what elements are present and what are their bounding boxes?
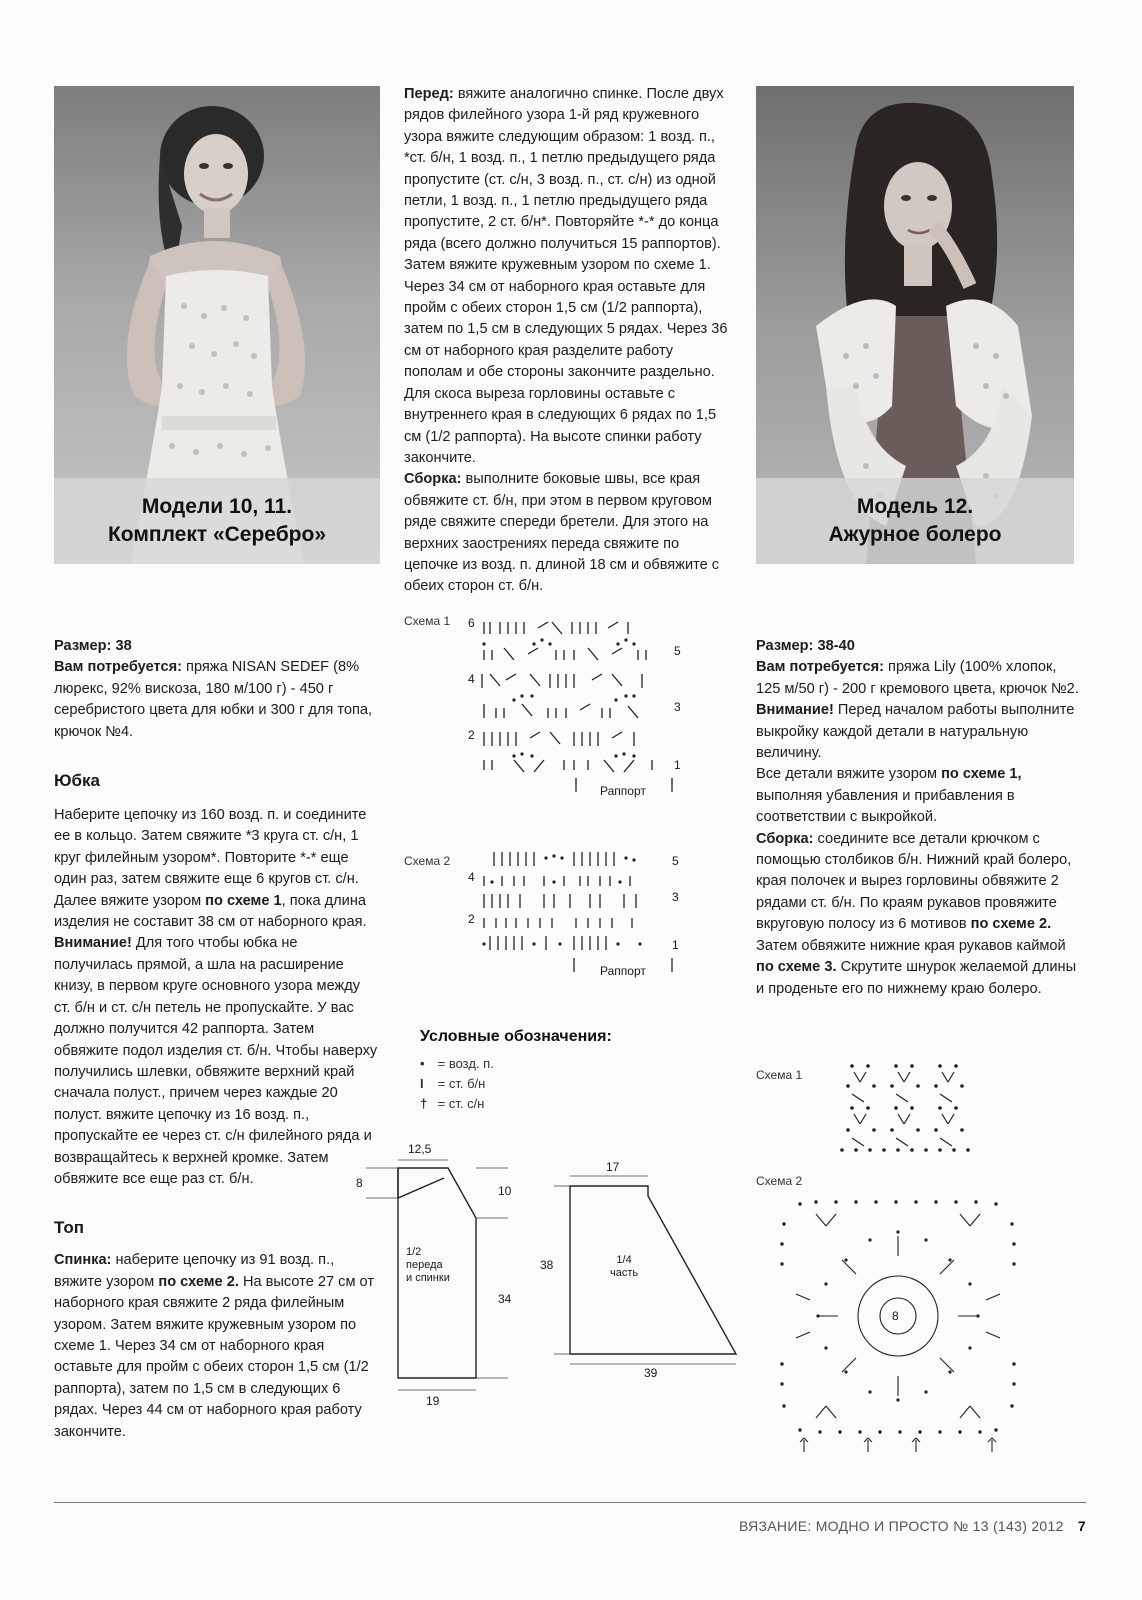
footer xyxy=(739,1518,1086,1534)
caption-right-line-1: Модель 12. xyxy=(856,495,974,518)
right-size-line xyxy=(756,636,1082,657)
size-value: 38 xyxy=(115,638,132,654)
pattern-skirt-quarter-shape xyxy=(540,1158,750,1394)
dot-icon: • xyxy=(420,1056,425,1071)
right-size-value: 38-40 xyxy=(817,638,855,654)
pattern-skirt-quarter xyxy=(540,1158,750,1394)
materials-paragraph xyxy=(54,657,380,743)
s1-rapport-label: Раппорт xyxy=(600,784,646,798)
s1-row-5: 5 xyxy=(674,644,681,658)
s1-row-1: 1 xyxy=(674,758,681,772)
s1-row-6: 6 xyxy=(468,616,475,630)
right-assembly xyxy=(756,829,1082,1000)
top-paragraph xyxy=(54,1250,380,1443)
s1-row-2: 2 xyxy=(468,728,475,742)
s1-row-3: 3 xyxy=(674,700,681,714)
p2-label-1: 1/4 xyxy=(616,1254,632,1266)
right-asm-t2: Затем обвяжите нижние края рукавов каймой xyxy=(756,937,1066,954)
skirt-text-2: , пока длина изделия не составит 38 см от наборного края. xyxy=(54,892,367,931)
right-asm-bold: Сборка: xyxy=(756,830,814,847)
caption-bar-right xyxy=(756,478,1074,564)
right-asm-b3: по схеме 3. xyxy=(756,959,837,976)
p1-label xyxy=(406,1246,466,1285)
right-schema-1-symbols xyxy=(756,1058,1076,1168)
top-title: Топ xyxy=(54,1218,84,1238)
p2-top-dim: 17 xyxy=(606,1160,620,1174)
legend-dc-text: = ст. с/н xyxy=(437,1096,485,1111)
right-attention xyxy=(756,700,1082,764)
right-schema-1-label: Схема 1 xyxy=(756,1068,803,1082)
right-asm-t3: Скрутите шнурок желаемой длины и проденьте его по нижнему краю болеро. xyxy=(756,959,1077,997)
p1-bottom-dim: 19 xyxy=(426,1394,440,1408)
footer-divider xyxy=(54,1502,1086,1503)
bar-icon: I xyxy=(420,1076,424,1091)
s2-row-5: 5 xyxy=(672,854,679,868)
p2-label-2: часть xyxy=(610,1267,639,1279)
cross-icon: † xyxy=(420,1096,428,1111)
s1-row-4: 4 xyxy=(468,672,475,686)
s2-row-2: 2 xyxy=(468,912,475,926)
front-text: вяжите аналогично спинке. После двух рядов филейного узора 1-й ряд кружевного узора вяжите следующим образом: 1 возд. п., *ст. б/н, 1 возд. п., 1 петлю предыдущего ряда пропустите (ст. с/н, 3 возд. п., ст. с/н) из одной петли, 1 возд. п., 1 петлю предыдущего ряда пропустите, 2 ст. б/н*. Повторяйте *-* до конца ряда (всего должно получиться 15 раппортов). Затем вяжите кружевным узором по схеме 1. Через 34 см от наборного края оставьте для пройм с обеих сторон 1,5 см (1/2 раппорта), затем по 1,5 см в следующих 5 рядах. Через 36 см от наборного края разделите работу пополам и обе стороны закончите раздельно. Для скоса выреза горловины оставьте с внутреннего края в следующих 6 рядах по 1,5 см (1/2 раппорта). На высоте спинки работу закончите. xyxy=(404,86,728,466)
s2-row-1: 1 xyxy=(672,938,679,952)
skirt-bold-1: по схеме 1 xyxy=(205,892,282,909)
legend-item-sc xyxy=(420,1074,720,1094)
legend xyxy=(420,1028,720,1114)
right-p2b: по схеме 1, xyxy=(941,766,1022,783)
right-p2a: Все детали вяжите узором xyxy=(756,766,938,783)
right-attention-bold: Внимание! xyxy=(756,702,834,719)
schema-1-chart xyxy=(404,610,724,810)
legend-chain-text: = возд. п. xyxy=(437,1056,494,1071)
right-column xyxy=(756,86,1082,1000)
skirt-text-1: Наберите цепочку из 160 возд. п. и соедините ее в кольцо. Затем свяжите *3 круга ст. с/н, 1 круг филейным узором*. Повторите *-* еще один раз, затем свяжите еще 6 кругов ст. с/н. Далее вяжите узором xyxy=(54,807,367,909)
p1-top-dim: 12,5 xyxy=(408,1142,432,1156)
skirt-text-3: Для того чтобы юбка не получилась прямой, а шла на расширение книзу, в первом круге основного узора между ст. б/н и ст. с/н петель не пропускайте. У вас должно получится 42 раппорта. Затем обвяжите подол изделия ст. б/н. Чтобы наверху получились шлевки, обвяжите верхний край сначала полуст., причем через каждые 20 полуст. вяжите цепочку из 16 возд. п., пропускайте ее через ст. с/н филейного ряда и возвращайтесь к верхней кромке. Затем обвяжите все еще раз ст. б/н. xyxy=(54,935,378,1187)
assembly-paragraph xyxy=(404,469,730,597)
schema-2-symbols xyxy=(404,846,724,996)
right-materials xyxy=(756,657,1082,700)
right-size-label: Размер: xyxy=(756,638,814,654)
s2-row-3: 3 xyxy=(672,890,679,904)
p1-right-top-dim: 10 xyxy=(498,1184,512,1198)
schema-1-label: Схема 1 xyxy=(404,614,451,628)
caption-line-2: Комплект «Серебро» xyxy=(107,523,327,546)
skirt-paragraph xyxy=(54,805,380,1190)
p1-right-dim: 34 xyxy=(498,1292,512,1306)
right-materials-label: Вам потребуется: xyxy=(756,659,884,676)
front-bold: Перед: xyxy=(404,86,454,102)
p2-left-dim: 38 xyxy=(540,1258,554,1272)
right-schema-1 xyxy=(756,1058,1076,1168)
right-materials-text: пряжа Lily (100% хлопок, 125 м/50 г) - 200 г кремового цвета, крючок №2. xyxy=(756,659,1079,697)
p2-label xyxy=(610,1254,638,1280)
p1-label-1: 1/2 xyxy=(406,1246,422,1258)
materials-text: пряжа NISAN SEDEF (8% люрекс, 92% вискоза, 180 м/100 г) - 450 г серебристого цвета для юбки и 300 г для топа, крючок №4. xyxy=(54,659,373,740)
motif-center-label: 8 xyxy=(892,1309,899,1323)
right-asm-b2: по схеме 2. xyxy=(970,916,1052,933)
top-text-1: наберите цепочку из 91 возд. п., вяжите узором xyxy=(54,1252,335,1290)
skirt-bold-2: Внимание! xyxy=(54,935,132,952)
schema-2-label: Схема 2 xyxy=(404,854,451,868)
top-text-2: На высоте 27 см от наборного края свяжите 2 ряда филейным узором. Затем вяжите кружевным узором по схеме 1. Через 34 см от наборного края оставьте для пройм с обеих сторон 1,5 см (1/2 раппорта), затем по 1,5 см в следующих 6 рядах. Через 44 см от наборного края работу закончите. xyxy=(54,1273,375,1440)
right-asm-t1: соедините все детали крючком с помощью столбиков б/н. Нижний край болеро, края полочек и вырез горловины обвяжите 2 рядами ст. б/н. По краям рукавов провяжите вкруговую полосу из 6 мотивов xyxy=(756,830,1072,933)
p2-bottom-dim: 39 xyxy=(644,1366,658,1380)
legend-title: Условные обозначения: xyxy=(420,1028,612,1045)
right-schema-2-symbols xyxy=(756,1174,1076,1460)
materials-label: Вам потребуется: xyxy=(54,659,182,676)
s2-row-4: 4 xyxy=(468,870,475,884)
page-number: 7 xyxy=(1077,1518,1086,1534)
front-paragraph xyxy=(404,84,730,469)
top-bold-2: по схеме 2. xyxy=(158,1273,239,1290)
schema-2-chart xyxy=(404,846,724,996)
legend-item-chain xyxy=(420,1054,720,1074)
top-bold-1: Спинка: xyxy=(54,1252,112,1269)
p1-label-3: и спинки xyxy=(406,1272,450,1284)
assembly-bold: Сборка: xyxy=(404,471,462,488)
size-label: Размер: xyxy=(54,638,112,654)
p1-left-dim: 8 xyxy=(356,1176,363,1190)
photo-model-12 xyxy=(756,86,1074,564)
pattern-front-back xyxy=(356,1138,526,1408)
right-p2c: выполняя убавления и прибавления в соответствии с выкройкой. xyxy=(756,787,1015,826)
middle-column xyxy=(404,84,730,598)
assembly-text: выполните боковые швы, все края обвяжите ст. б/н, при этом в первом круговом ряде свяжите спереди бретели. Для этого на верхних заострениях переда свяжите по цепочке из возд. п. длиной 18 см и обвяжите с обеих сторон ст. б/н. xyxy=(404,471,720,595)
s2-rapport-label: Раппорт xyxy=(600,964,646,978)
left-column xyxy=(54,86,380,1443)
skirt-title: Юбка xyxy=(54,771,100,791)
right-pattern-paragraph xyxy=(756,764,1082,828)
caption-bar xyxy=(54,478,380,564)
photo-model-10-11 xyxy=(54,86,380,564)
magazine-title: ВЯЗАНИЕ: МОДНО И ПРОСТО № 13 (143) 2012 xyxy=(738,1518,1064,1534)
right-schema-2-label: Схема 2 xyxy=(756,1174,803,1188)
caption-line-1: Модели 10, 11. xyxy=(141,495,293,518)
legend-item-dc xyxy=(420,1094,720,1114)
right-schema-2-motif xyxy=(756,1174,1076,1460)
p1-label-2: переда xyxy=(406,1259,443,1271)
size-line xyxy=(54,636,380,657)
caption-right-line-2: Ажурное болеро xyxy=(828,523,1002,546)
legend-sc-text: = ст. б/н xyxy=(437,1076,486,1091)
right-attention-text: Перед началом работы выполните выкройку каждой детали в натуральную величину. xyxy=(756,702,1075,762)
